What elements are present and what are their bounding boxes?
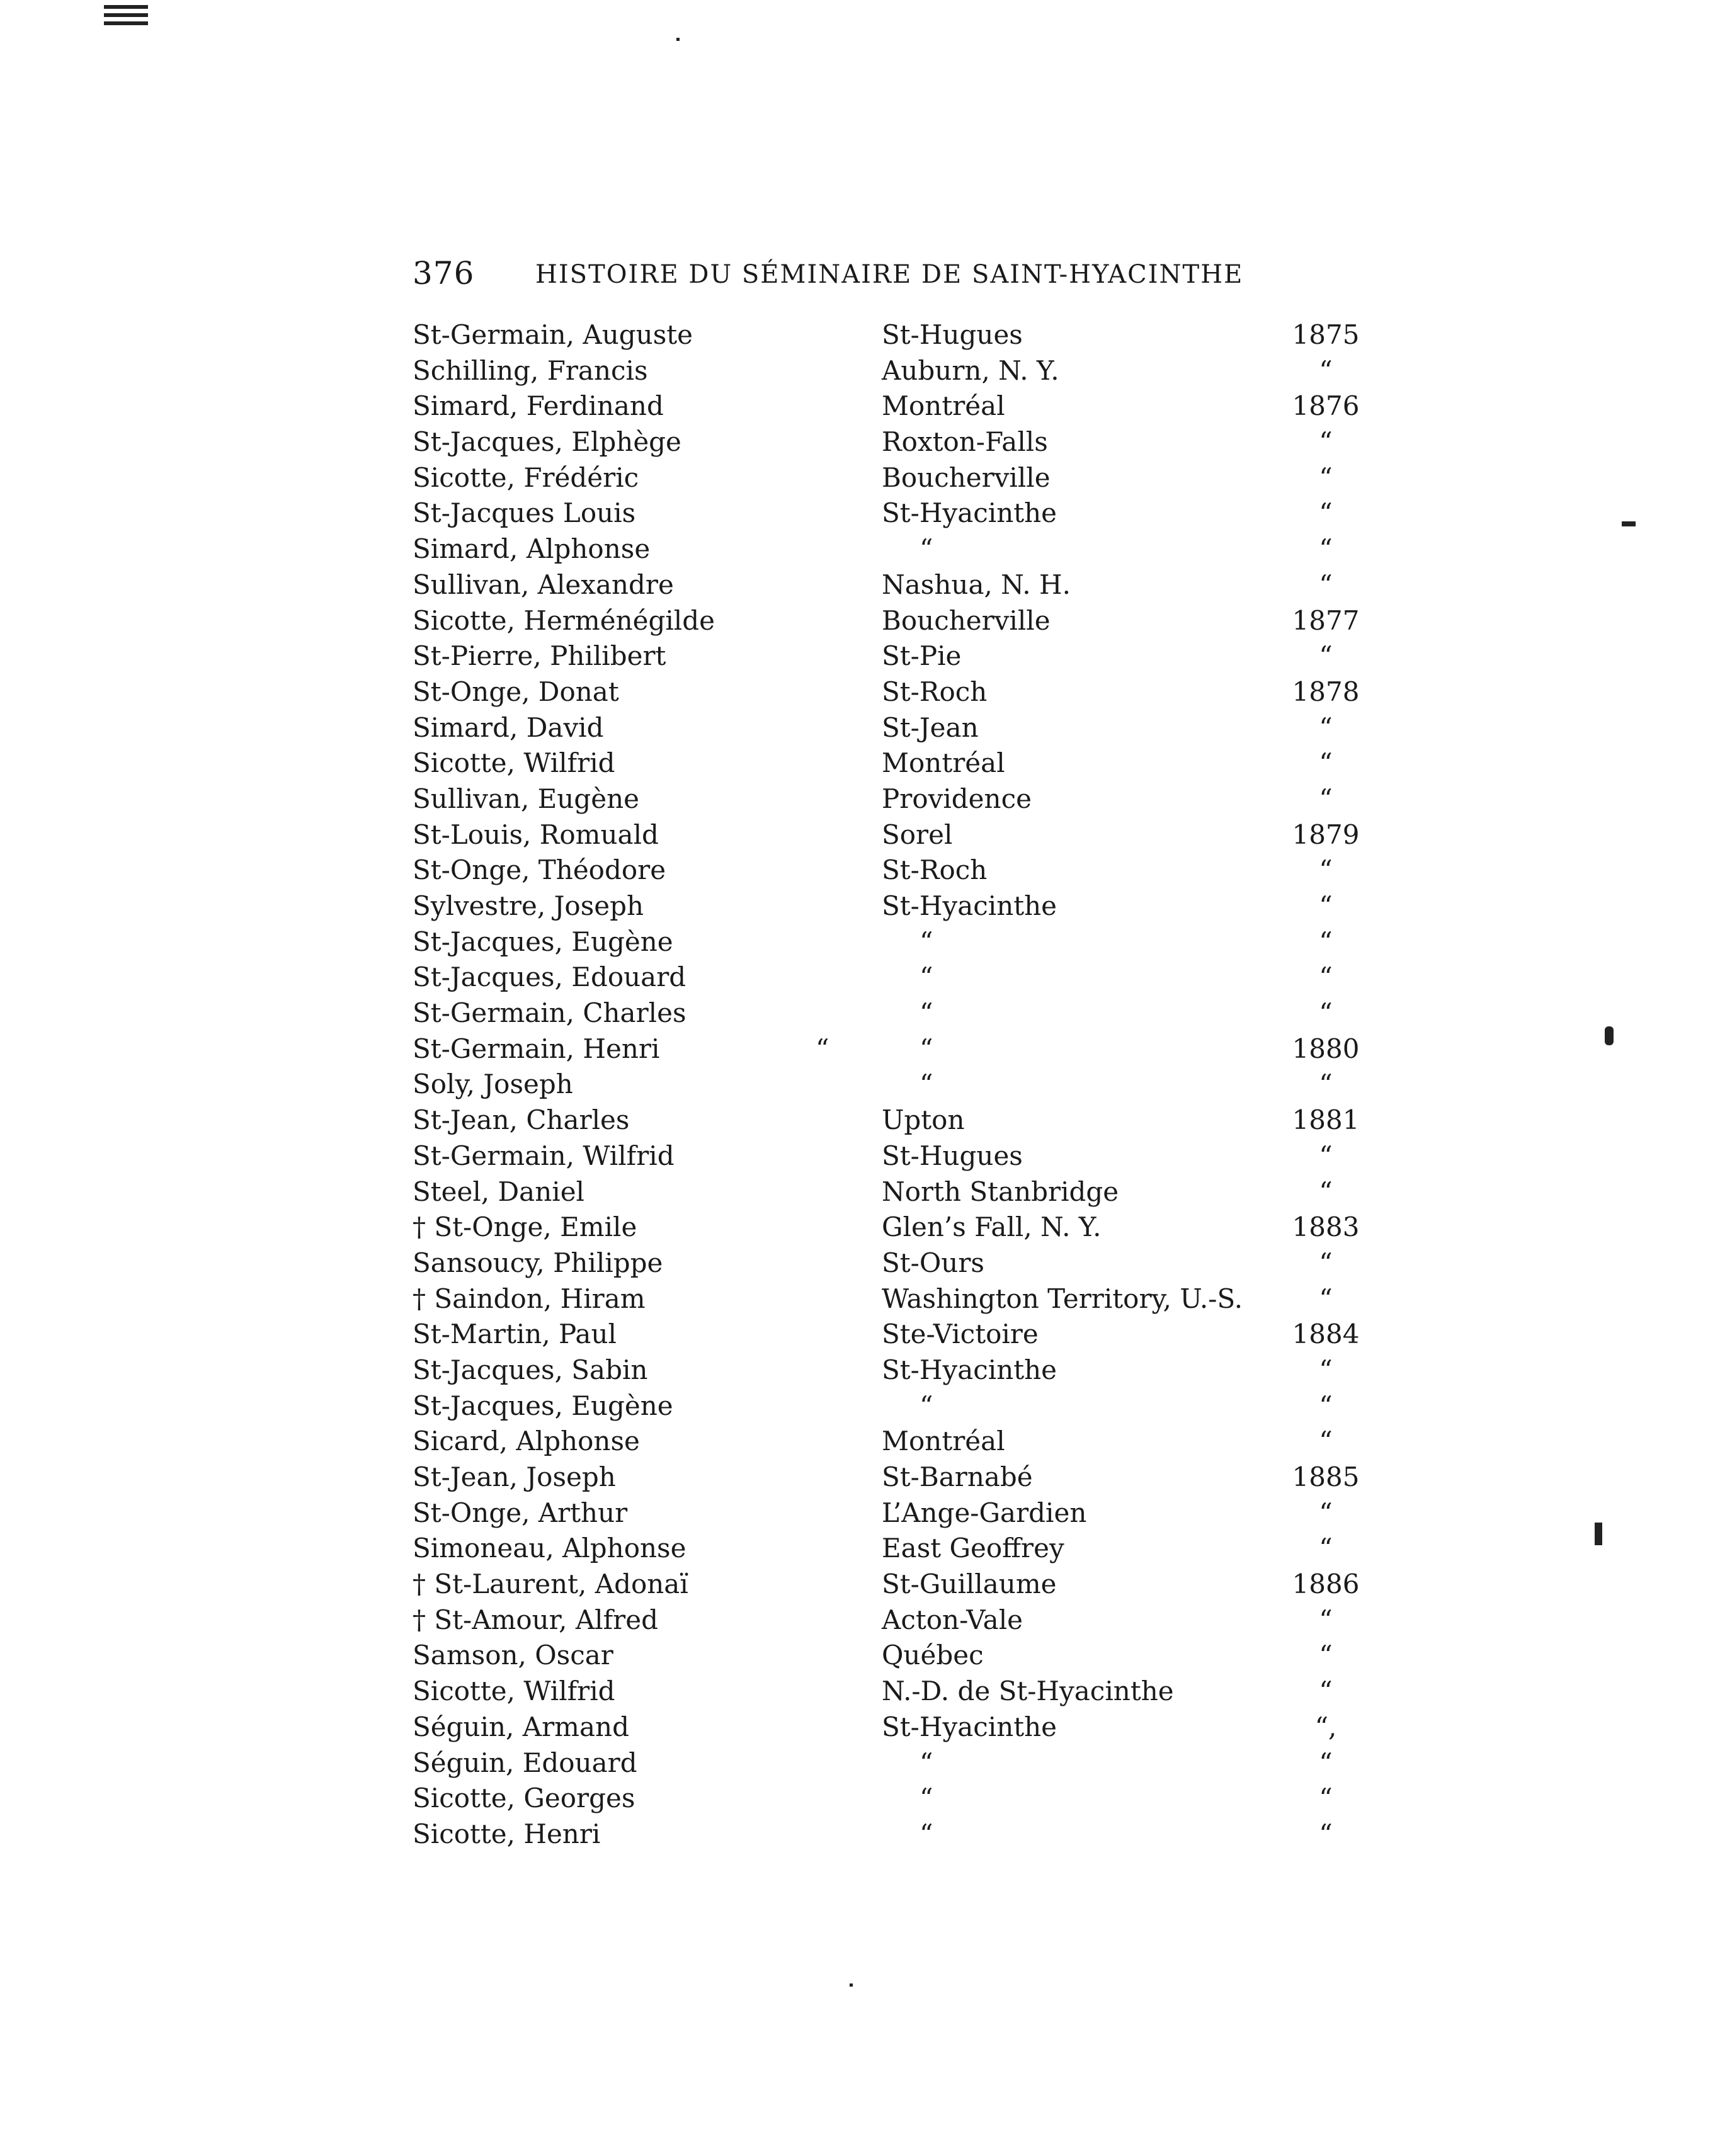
- student-origin: N.-D. de St-Hyacinthe: [882, 1676, 1179, 1706]
- student-name: St-Louis, Romuald: [413, 819, 664, 850]
- list-item: [413, 1069, 1357, 1104]
- student-origin: “: [920, 962, 933, 993]
- list-item: [413, 890, 1357, 926]
- student-name: Simard, Alphonse: [413, 533, 655, 564]
- student-origin: Glen’s Fall, N. Y.: [882, 1211, 1106, 1242]
- student-name: Sicotte, Herménégilde: [413, 605, 720, 636]
- student-name: Simoneau, Alphonse: [413, 1533, 691, 1563]
- entry-year: “: [1291, 569, 1360, 600]
- student-name: St-Jacques, Elphège: [413, 426, 686, 457]
- student-name: Sicard, Alphonse: [413, 1426, 645, 1456]
- entry-year: 1884: [1292, 1319, 1360, 1350]
- list-item: [413, 676, 1360, 712]
- student-origin: Boucherville: [882, 462, 1056, 493]
- student-name: Séguin, Edouard: [413, 1747, 642, 1778]
- student-name: St-Jacques, Eugène: [413, 1390, 678, 1421]
- list-item: [413, 640, 1357, 676]
- student-origin: Nashua, N. H.: [882, 569, 1076, 600]
- student-origin: “: [920, 1747, 933, 1778]
- entry-year: “: [1291, 1604, 1360, 1635]
- list-item: [413, 1640, 1357, 1676]
- list-item: [413, 462, 1357, 498]
- student-origin: Montréal: [882, 1426, 1010, 1456]
- student-name: Séguin, Armand: [413, 1711, 634, 1742]
- student-origin: St-Jean: [882, 712, 984, 743]
- student-origin: St-Hyacinthe: [882, 1354, 1062, 1385]
- entry-year: “: [1291, 1783, 1360, 1813]
- entry-year: 1876: [1292, 390, 1360, 422]
- student-origin: “: [920, 1033, 933, 1064]
- list-item: [413, 426, 1357, 462]
- scan-speck: [676, 38, 680, 41]
- entry-year: 1880: [1292, 1033, 1360, 1064]
- student-name: St-Onge, Arthur: [413, 1497, 632, 1528]
- student-origin: “: [920, 533, 933, 565]
- student-origin: “: [920, 1069, 933, 1100]
- list-item: [413, 1533, 1357, 1569]
- entry-year: “: [1291, 783, 1360, 814]
- student-origin: Auburn, N. Y.: [882, 355, 1064, 386]
- entry-year: “: [1291, 640, 1360, 671]
- student-name: Sylvestre, Joseph: [413, 890, 649, 921]
- entry-year: “: [1291, 997, 1360, 1028]
- student-name: St-Jacques, Sabin: [413, 1354, 652, 1385]
- student-name: St-Jean, Charles: [413, 1104, 634, 1135]
- entry-year: 1883: [1292, 1211, 1360, 1243]
- ditto-mark: “: [816, 1033, 829, 1064]
- entry-year: “: [1291, 1140, 1360, 1171]
- student-name: Sicotte, Frédéric: [413, 462, 644, 493]
- list-item: [413, 997, 1357, 1033]
- student-origin: St-Hyacinthe: [882, 1711, 1062, 1742]
- student-origin: L’Ange-Gardien: [882, 1497, 1091, 1528]
- entry-year: “: [1291, 533, 1360, 564]
- entry-year: “: [1291, 355, 1360, 386]
- student-name: Soly, Joseph: [413, 1069, 578, 1099]
- student-name: Schilling, Francis: [413, 355, 653, 386]
- student-name: St-Germain, Henri: [413, 1033, 664, 1064]
- student-name: St-Martin, Paul: [413, 1319, 622, 1349]
- student-origin: St-Ours: [882, 1247, 989, 1278]
- student-origin: St-Roch: [882, 854, 992, 885]
- entry-year: 1878: [1292, 676, 1360, 707]
- entry-year: “: [1291, 1497, 1360, 1528]
- entry-year: “: [1291, 854, 1360, 885]
- list-item: [413, 1319, 1360, 1354]
- list-item: [413, 497, 1357, 533]
- entry-year: “: [1291, 497, 1360, 528]
- list-item: [413, 1390, 1357, 1426]
- student-origin: St-Barnabé: [882, 1461, 1038, 1492]
- entry-year: 1886: [1292, 1569, 1360, 1600]
- student-origin: Acton-Vale: [882, 1604, 1028, 1635]
- student-name: St-Pierre, Philibert: [413, 640, 671, 671]
- entry-year: “: [1291, 712, 1360, 743]
- student-name: Sicotte, Wilfrid: [413, 747, 620, 778]
- student-origin: Boucherville: [882, 605, 1056, 636]
- student-origin: Montréal: [882, 747, 1010, 778]
- list-item: [413, 1354, 1357, 1390]
- list-item: [413, 1140, 1357, 1176]
- scan-mark: [104, 5, 148, 43]
- student-origin: St-Hyacinthe: [882, 497, 1062, 528]
- list-item: [413, 712, 1357, 748]
- student-name: St-Jacques, Edouard: [413, 962, 691, 992]
- student-name: † St-Laurent, Adonaï: [413, 1569, 693, 1599]
- student-name: St-Jacques, Eugène: [413, 926, 678, 957]
- entry-year: “: [1291, 1390, 1360, 1421]
- entry-year: “: [1291, 1247, 1360, 1278]
- student-origin: Ste-Victoire: [882, 1319, 1044, 1349]
- running-header: [413, 255, 1263, 299]
- student-origin: St-Pie: [882, 640, 966, 671]
- list-item: [413, 1676, 1357, 1711]
- student-origin: Providence: [882, 783, 1037, 814]
- student-name: Sicotte, Wilfrid: [413, 1676, 620, 1706]
- student-name: † St-Amour, Alfred: [413, 1604, 663, 1635]
- list-item: [413, 854, 1357, 890]
- entry-year: 1875: [1292, 319, 1360, 350]
- list-item: [413, 1818, 1357, 1854]
- student-origin: Upton: [882, 1104, 970, 1135]
- list-item: [413, 747, 1357, 783]
- student-name: Simard, David: [413, 712, 609, 743]
- student-origin: Québec: [882, 1640, 989, 1671]
- student-list: [413, 319, 1360, 1854]
- student-name: St-Onge, Théodore: [413, 854, 671, 885]
- list-item: [413, 533, 1357, 569]
- student-origin: St-Hugues: [882, 319, 1028, 350]
- student-name: St-Jean, Joseph: [413, 1461, 621, 1492]
- student-origin: North Stanbridge: [882, 1176, 1124, 1207]
- list-item: [413, 569, 1357, 605]
- list-item: [413, 355, 1357, 391]
- entry-year: 1885: [1292, 1461, 1360, 1492]
- running-title: HISTOIRE DU SÉMINAIRE DE SAINT-HYACINTHE: [535, 260, 1244, 289]
- list-item: [413, 604, 1360, 641]
- entry-year: “: [1291, 426, 1360, 457]
- entry-year: “: [1291, 1176, 1360, 1207]
- student-origin: St-Roch: [882, 676, 992, 707]
- entry-year: 1877: [1292, 604, 1360, 636]
- student-name: Sullivan, Alexandre: [413, 569, 679, 600]
- scan-speck: [1622, 521, 1636, 526]
- list-item: [413, 1569, 1360, 1604]
- student-name: Sicotte, Henri: [413, 1818, 605, 1849]
- scan-speck: [1595, 1523, 1602, 1545]
- student-name: Samson, Oscar: [413, 1640, 618, 1671]
- list-item: [413, 1033, 1360, 1069]
- list-item: [413, 1783, 1357, 1818]
- entry-year: 1879: [1292, 819, 1360, 850]
- entry-year: “: [1291, 926, 1360, 957]
- student-origin: Sorel: [882, 819, 957, 850]
- entry-year: “: [1291, 462, 1360, 493]
- student-name: Steel, Daniel: [413, 1176, 589, 1207]
- entry-year: “: [1291, 1640, 1360, 1671]
- student-name: † St-Onge, Emile: [413, 1211, 642, 1242]
- list-item: [413, 1426, 1357, 1461]
- list-item: [413, 390, 1360, 426]
- page-number: 376: [413, 255, 475, 292]
- student-origin: St-Guillaume: [882, 1569, 1062, 1599]
- entry-year: 1881: [1292, 1104, 1360, 1136]
- entry-year: “: [1291, 1283, 1360, 1314]
- student-origin: East Geoffrey: [882, 1533, 1069, 1563]
- student-origin: St-Hugues: [882, 1140, 1028, 1171]
- list-item: [413, 1711, 1357, 1747]
- student-name: St-Germain, Charles: [413, 997, 692, 1028]
- list-item: [413, 1604, 1357, 1640]
- list-item: [413, 962, 1357, 997]
- student-name: St-Germain, Wilfrid: [413, 1140, 680, 1171]
- student-origin: Montréal: [882, 390, 1010, 421]
- list-item: [413, 1104, 1360, 1140]
- entry-year: “: [1291, 1354, 1360, 1385]
- list-item: [413, 1747, 1357, 1783]
- entry-year: “: [1291, 1747, 1360, 1778]
- scan-speck: [1605, 1026, 1614, 1045]
- entry-year: “: [1291, 890, 1360, 921]
- entry-year: “: [1291, 1426, 1360, 1456]
- student-name: Sicotte, Georges: [413, 1783, 640, 1813]
- list-item: [413, 1283, 1357, 1319]
- entry-year: “: [1291, 1533, 1360, 1563]
- list-item: [413, 1176, 1357, 1212]
- student-name: Sullivan, Eugène: [413, 783, 644, 814]
- list-item: [413, 819, 1360, 855]
- student-origin: “: [920, 1783, 933, 1814]
- student-origin: “: [920, 926, 933, 957]
- student-origin: Washington Territory, U.-S.: [882, 1283, 1248, 1314]
- student-origin: “: [920, 1818, 933, 1849]
- student-name: Simard, Ferdinand: [413, 390, 669, 421]
- student-origin: St-Hyacinthe: [882, 890, 1062, 921]
- scan-speck: [850, 1983, 853, 1987]
- student-name: † Saindon, Hiram: [413, 1283, 651, 1314]
- entry-year: “: [1291, 1818, 1360, 1849]
- list-item: [413, 783, 1357, 819]
- list-item: [413, 319, 1360, 355]
- list-item: [413, 1211, 1360, 1247]
- entry-year: “,: [1291, 1711, 1360, 1742]
- entry-year: “: [1291, 962, 1360, 992]
- entry-year: “: [1291, 747, 1360, 778]
- student-name: St-Onge, Donat: [413, 676, 624, 707]
- list-item: [413, 1247, 1357, 1283]
- student-name: Sansoucy, Philippe: [413, 1247, 668, 1278]
- list-item: [413, 1461, 1360, 1497]
- student-origin: Roxton-Falls: [882, 426, 1053, 457]
- student-origin: “: [920, 1390, 933, 1421]
- student-name: St-Jacques Louis: [413, 497, 641, 528]
- student-name: St-Germain, Auguste: [413, 319, 698, 350]
- list-item: [413, 1497, 1357, 1533]
- list-item: [413, 926, 1357, 962]
- entry-year: “: [1291, 1069, 1360, 1099]
- student-origin: “: [920, 997, 933, 1029]
- entry-year: “: [1291, 1676, 1360, 1706]
